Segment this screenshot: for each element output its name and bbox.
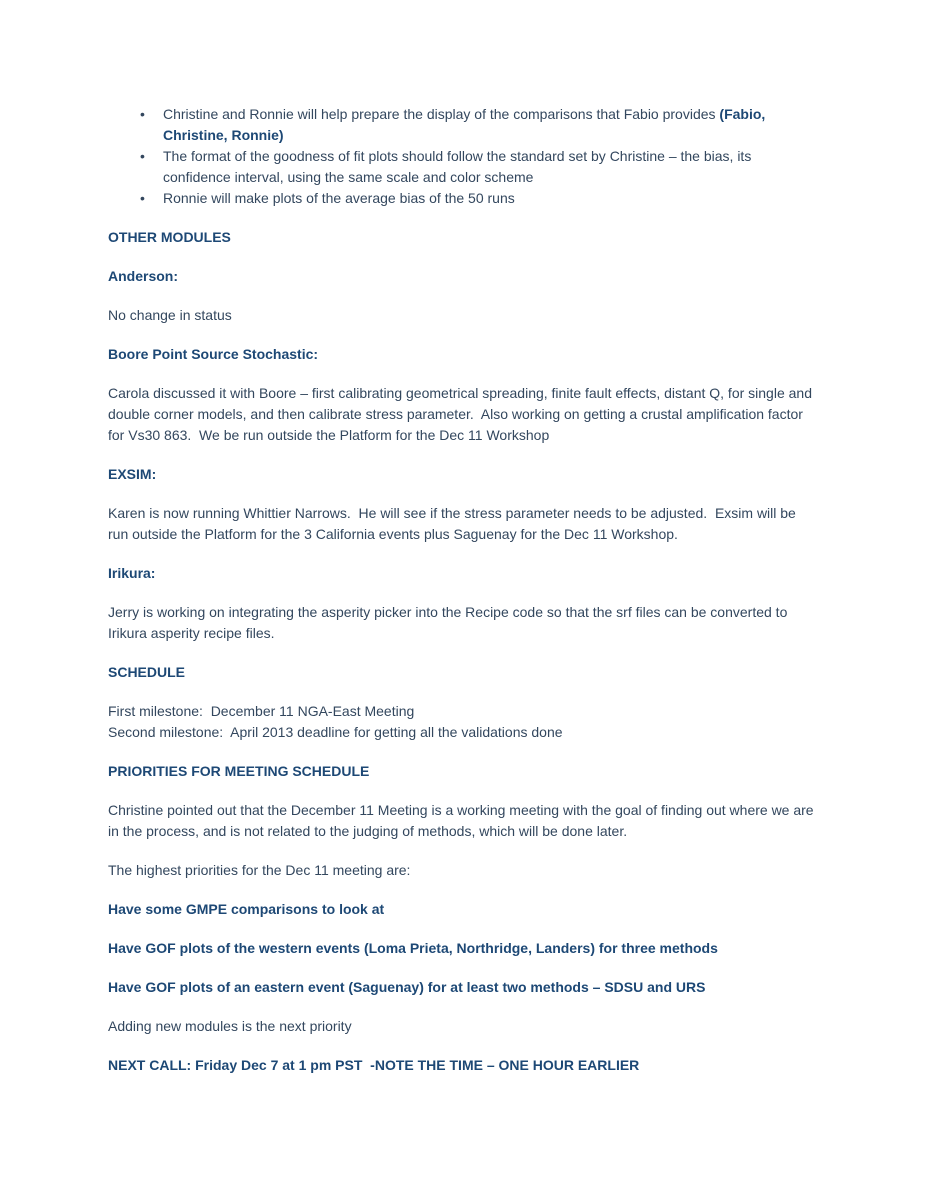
bullet-icon: •: [140, 106, 145, 122]
priority-gmpe-comparisons: Have some GMPE comparisons to look at: [108, 901, 385, 917]
milestone-first: First milestone: December 11 NGA-East Meeting: [108, 703, 415, 719]
list-item: [108, 104, 814, 146]
bullet-item-text: Ronnie will make plots of the average bias of the 50 runs: [163, 190, 515, 206]
list-item: [108, 188, 814, 209]
list-item: [108, 146, 814, 188]
priorities-intro-text: The highest priorities for the Dec 11 meeting are:: [108, 862, 411, 878]
bullet-text-bold: (Fabio, Christine, Ronnie): [163, 106, 770, 143]
exsim-paragraph: Karen is now running Whittier Narrows. He will see if the stress parameter needs to be adjusted. Exsim will be run outside the Platform for the 3 California events plus Saguenay for the Dec 11 Workshop.: [108, 505, 800, 542]
bullet-item-text: [163, 104, 814, 146]
heading-schedule: SCHEDULE: [108, 664, 186, 680]
heading-irikura: Irikura:: [108, 565, 156, 581]
priority-gof-eastern-event: Have GOF plots of an eastern event (Saguenay) for at least two methods – SDSU and URS: [108, 979, 706, 995]
bullet-item-text: The format of the goodness of fit plots should follow the standard set by Christine – the bias, its confidence interval, using the same scale and color scheme: [163, 148, 756, 185]
next-priority-text: Adding new modules is the next priority: [108, 1018, 352, 1034]
schedule-milestones: [108, 701, 814, 743]
heading-boore-point-source: Boore Point Source Stochastic:: [108, 346, 319, 362]
milestone-second: Second milestone: April 2013 deadline for getting all the validations done: [108, 724, 563, 740]
priorities-paragraph: Christine pointed out that the December 11 Meeting is a working meeting with the goal of finding out where we are in the process, and is not related to the judging of methods, which will be done later.: [108, 802, 818, 839]
bullet-text-regular: Christine and Ronnie will help prepare the display of the comparisons that Fabio provides: [163, 106, 720, 122]
priority-gof-western-events: Have GOF plots of the western events (Loma Prieta, Northridge, Landers) for three methods: [108, 940, 718, 956]
next-call-text: NEXT CALL: Friday Dec 7 at 1 pm PST -NOTE THE TIME – ONE HOUR EARLIER: [108, 1057, 640, 1073]
heading-anderson: Anderson:: [108, 268, 178, 284]
heading-priorities: PRIORITIES FOR MEETING SCHEDULE: [108, 763, 370, 779]
bullet-icon: •: [140, 190, 145, 206]
heading-other-modules: OTHER MODULES: [108, 229, 231, 245]
bullet-icon: •: [140, 148, 145, 164]
irikura-paragraph: Jerry is working on integrating the asperity picker into the Recipe code so that the srf files can be converted to Irikura asperity recipe files.: [108, 604, 792, 641]
bullet-list: [108, 104, 814, 209]
anderson-status-text: No change in status: [108, 307, 232, 323]
boore-paragraph: Carola discussed it with Boore – first calibrating geometrical spreading, finite fault effects, distant Q, for single and double corner models, and then calibrate stress parameter. Also working on getting a crustal amplification factor for Vs30 863. We be run outside the Platform for the Dec 11 Workshop: [108, 385, 816, 443]
heading-exsim: EXSIM:: [108, 466, 157, 482]
